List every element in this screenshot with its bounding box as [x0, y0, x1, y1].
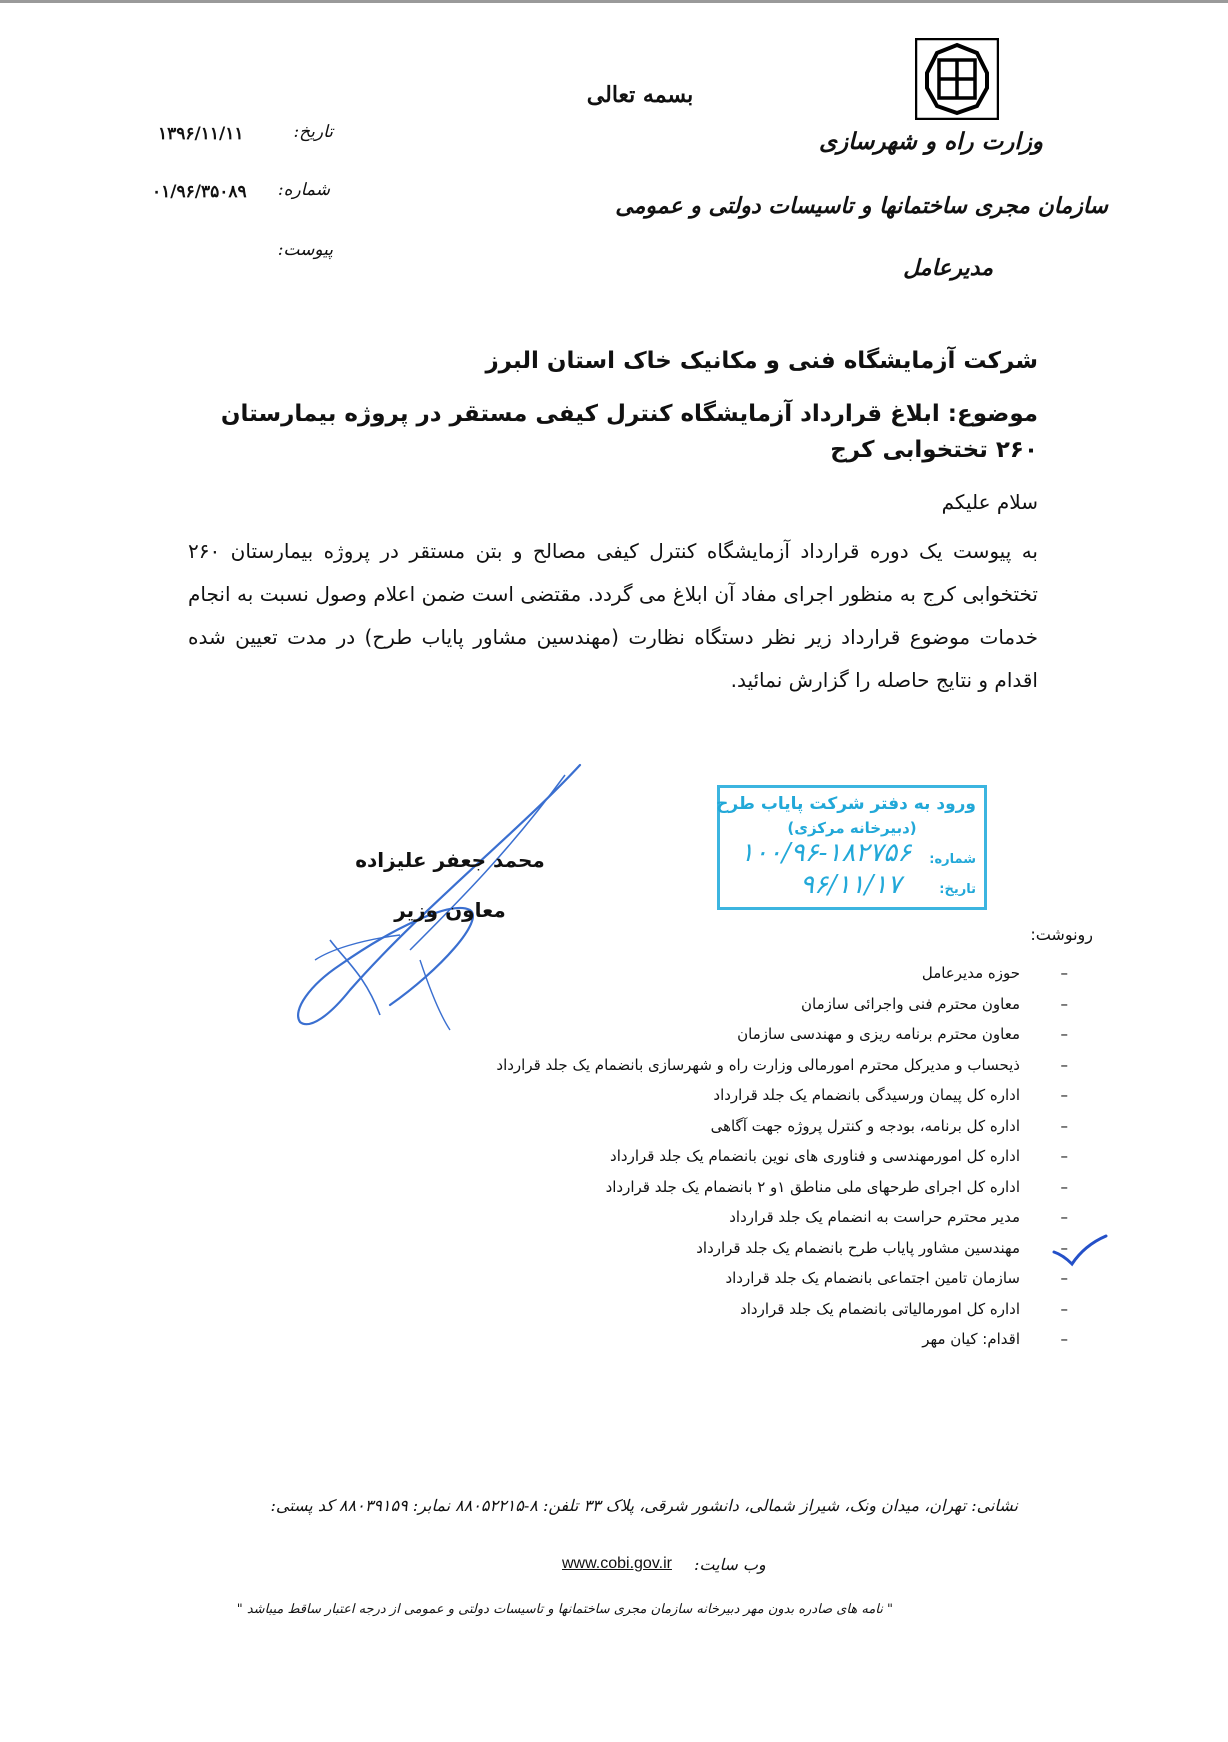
stamp-date-value: ۹۶/۱۱/۱۷	[800, 870, 902, 900]
website-label: وب سایت:	[694, 1555, 766, 1574]
list-item: – اداره کل امورمهندسی و فناوری های نوین بانضمام یک جلد قرارداد	[610, 1147, 1068, 1165]
stamp-number-label: شماره:	[929, 852, 976, 867]
date-label: تاریخ:	[293, 122, 333, 142]
greeting-line: سلام علیکم	[941, 490, 1038, 514]
recipient-line: شرکت آزمایشگاه فنی و مکانیک خاک استان البرز	[485, 348, 1038, 374]
signer-title: معاون وزیر	[394, 898, 506, 922]
ministry-logo-icon	[915, 38, 999, 120]
date-value: ۱۳۹۶/۱۱/۱۱	[158, 124, 244, 144]
list-item: – مدیر محترم حراست به انضمام یک جلد قرارداد	[729, 1208, 1068, 1226]
stamp-date-label: تاریخ:	[939, 882, 976, 897]
attachment-label: پیوست:	[277, 240, 333, 260]
letter-body: به پیوست یک دوره قرارداد آزمایشگاه کنترل کیفی مصالح و بتن مستقر در پروژه بیمارستان ۲۶۰ تختخوابی کرج به منظور اجرای مفاد آن ابلاغ می گردد. مقتضی است ضمن اعلام وصول نسبت به انجام خدمات موضوع قرارداد زیر نظر دستگاه نظارت (مهندسین مشاور پایاب طرح) در مدت تعیین شده اقدام و نتایج حاصله را گزارش نمائید.	[188, 539, 1038, 692]
number-label: شماره:	[277, 180, 330, 200]
footer-address: نشانی: تهران، میدان ونک، شیراز شمالی، دانشور شرقی، پلاک ۳۳ تلفن: ۸-۸۸۰۵۲۲۱۵ نمابر: ۸۸۰۳۹۱۵۹ کد پستی:	[270, 1496, 1018, 1515]
list-item: – ذیحساب و مدیرکل محترم امورمالی وزارت راه و شهرسازی بانضمام یک جلد قرارداد	[496, 1055, 1068, 1074]
bismillah-heading: بسمه تعالی	[586, 82, 694, 108]
footer-note: " نامه های صادره بدون مهر دبیرخانه سازمان مجری ساختمانها و تاسیسات دولتی و عمومی از درجه اعتبار ساقط میباشد "	[236, 1602, 893, 1617]
list-item: – مهندسین مشاور پایاب طرح بانضمام یک جلد قرارداد	[696, 1238, 1068, 1257]
list-item: – اداره کل اجرای طرحهای ملی مناطق ۱و ۲ بانضمام یک جلد قرارداد	[605, 1177, 1068, 1196]
list-item: – معاون محترم برنامه ریزی و مهندسی سازمان	[737, 1025, 1068, 1043]
list-item: – اقدام: کیان مهر	[922, 1330, 1068, 1348]
list-item: – معاون محترم فنی واجرائی سازمان	[801, 994, 1068, 1013]
department-name: مدیرعامل	[903, 255, 993, 281]
number-value: ۰۱/۹۶/۳۵۰۸۹	[152, 182, 247, 202]
subject-line: موضوع: ابلاغ قرارداد آزمایشگاه کنترل کیفی مستقر در پروژه بیمارستان ۲۶۰ تختخوابی کرج	[220, 401, 1038, 463]
checkmark-icon	[1050, 1232, 1110, 1268]
stamp-number-value: ۱۰۰/۹۶-۱۸۲۷۵۶	[740, 838, 912, 868]
signer-name: محمد جعفر علیزاده	[355, 848, 545, 872]
stamp-title: ورود به دفتر شرکت پایاب طرح	[716, 794, 976, 814]
list-item: – اداره کل برنامه، بودجه و کنترل پروژه جهت آگاهی	[710, 1116, 1068, 1135]
cc-list	[268, 958, 1068, 1355]
website-link[interactable]: www.cobi.gov.ir	[562, 1555, 672, 1572]
page-top-edge	[0, 0, 1228, 3]
organization-name: سازمان مجری ساختمانها و تاسیسات دولتی و عمومی	[615, 193, 1108, 219]
list-item: – سازمان تامین اجتماعی بانضمام یک جلد قرارداد	[725, 1269, 1068, 1287]
list-item: – اداره کل امورمالیاتی بانضمام یک جلد قرارداد	[740, 1299, 1068, 1318]
list-item: – اداره کل پیمان ورسیدگی بانضمام یک جلد قرارداد	[713, 1086, 1068, 1104]
stamp-subtitle: (دبیرخانه مرکزی)	[787, 819, 917, 837]
list-item: – حوزه مدیرعامل	[921, 964, 1068, 982]
ministry-name: وزارت راه و شهرسازی	[819, 128, 1043, 155]
receipt-stamp	[717, 785, 987, 910]
cc-heading: رونوشت:	[1030, 925, 1093, 944]
